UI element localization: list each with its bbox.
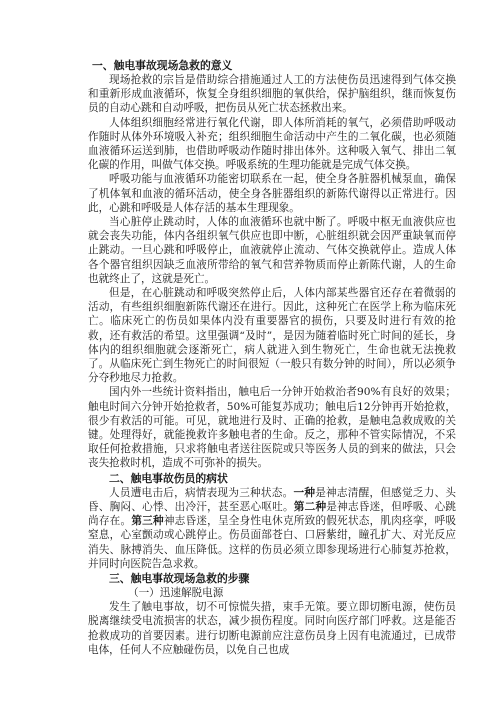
p7-text-a: 人员遭电击后，病情表现为三种状态。 [109, 486, 294, 499]
paragraph-6: 国内外一些统计资料指出，触电后一分钟开始救治者90%有良好的效果；触电时间六分钟开始抢救者，50%可能复苏成功；触电后12分钟再开始抢救，很少有救活的可能。可见，就地进行及时、正确的抢救，是触电急救成败的关键。处理得好，就能挽救许多触电者的生命。反之，那种不管实际情况，不采取任何抢救措施，只求将触电者送往医院或只等医务人员的到来的做法，只会丧失抢救时机，造成不可弥补的损失。 [88, 386, 456, 470]
p7-text-g: 神志昏迷，呈全身性电休克所致的假死状态，肌肉痉挛，呼吸窒息，心室颤动或心跳停止。伤员面部苍白、口唇紫绀，瞳孔扩大、对光反应消失、脉搏消失、血压降低。这样的伤员必须立即参现场进行心肺复苏抢救，并同时向医院告急求救。 [88, 515, 457, 570]
paragraph-5: 但是，在心脏跳动和呼吸突然停止后，人体内部某些器官还存在着微弱的活动，有些组织细胞新陈代谢还在进行。因此，这种死亡在医学上称为临床死亡。临床死亡的伤员如果体内没有重要器官的损伤，只要及时进行有效的抢救，还有救活的希望。这里强调“及时”，是因为随着临时死亡时间的延长，身体内的组织细胞就会逐渐死亡，病人就进入到生物死亡，生命也就无法挽救了。从临床死亡到生物死亡的时间很短（一般只有数分钟的时间），所以必须争分夺秒地尽力抢救。 [88, 287, 456, 385]
section-heading-3: 三、触电事故现场急救的步骤 [109, 571, 250, 585]
paragraph-7 [88, 486, 456, 571]
state-two-label: 第二种 [293, 500, 327, 513]
p7-text-c: 是神志清醒，但感觉乏力、头昏、胸闷、心悸、出冷汗，甚至恶心呕吐。 [88, 486, 457, 513]
paragraph-4: 当心脏停止跳动时，人体的血液循环也就中断了。呼吸中枢无血液供应也就会丧失功能，体内各组织氧气供应也即中断，心脏组织就会因严重缺氧而停止跳动。一旦心跳和呼吸停止，血液就停止流动、气体交换就停止。造成人体各个器官组织因缺乏血液所带给的氧气和营养物质而停止新陈代谢，人的生命也就终止了，这就是死亡。 [88, 216, 456, 285]
paragraph-2: 人体组织细胞经常进行氧化代谢，即人体所消耗的氧气，必须借助呼吸动作随时从体外环境吸入补充；组织细胞生命活动中产生的二氧化碳，也必须随血液循环运送到肺，也借助呼吸动作随时排出体外。这种吸入氧气、排出二氧化碳的作用，叫做气体交换。呼吸系统的生理功能就是完成气体交换。 [88, 116, 456, 172]
p7-text-e: 是神志昏迷，但呼吸、心跳尚存在。 [88, 500, 457, 528]
paragraph-1: 现场抢救的宗旨是借助综合措施通过人工的方法使伤员迅速得到气体交换和重新形成血液循环，恢复全身组织细胞的氧供给，保护脑组织，继而恢复伤员的自动心跳和自动呼吸，把伤员从死亡状态拯救出来。 [88, 74, 456, 115]
paragraph-3: 呼吸功能与血液循环功能密切联系在一起，使全身各脏器机械泵血，确保了机体氧和血液的循环活动，使全身各脏器组织的新陈代谢得以正常进行。因此，心跳和呼吸是人体存活的基本生理现象。 [88, 173, 456, 214]
paragraph-8: 发生了触电事故，切不可惊慌失措，束手无策。要立即切断电源，使伤员脱离继续受电流损害的状态，减少损伤程度。同时向医疗部门呼救。这是能否抢救成功的首要因素。进行切断电源前应注意伤员身上因有电流通过，已成带电体，任何人不应触碰伤员，以免自己也成 [88, 601, 456, 656]
state-three-label: 第三种 [131, 515, 164, 528]
section-heading-1: 一、触电事故现场急救的意义 [92, 59, 233, 72]
subheading-1: （一）迅速解脱电源 [128, 586, 224, 599]
section-heading-2: 二、触电事故伤员的病状 [109, 471, 228, 485]
state-one-label: 一种 [293, 486, 316, 499]
